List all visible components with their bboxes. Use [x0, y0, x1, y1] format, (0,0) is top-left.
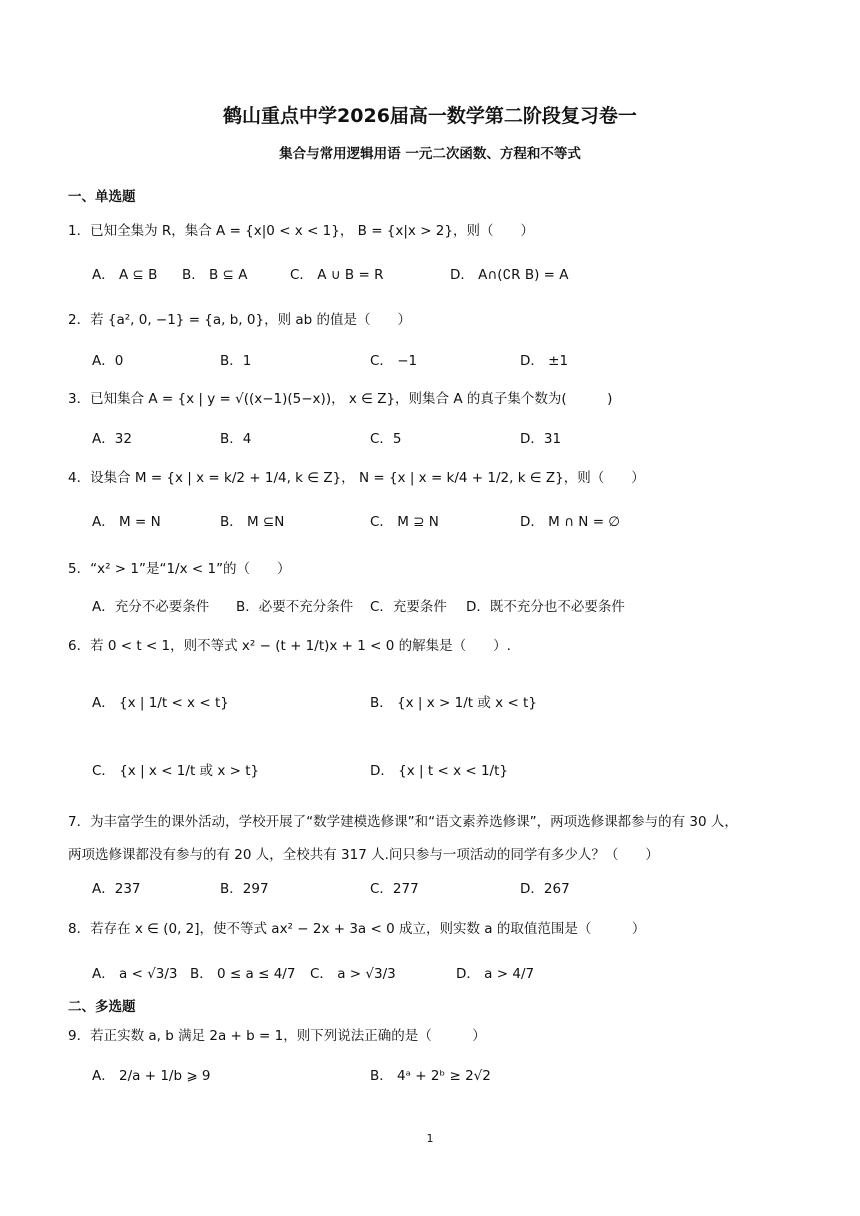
question-7-option-b: B．297 — [220, 881, 269, 897]
question-8-option-a: A． a < √3/3 — [92, 966, 178, 982]
page-title: 鹤山重点中学2026届高一数学第二阶段复习卷一 — [223, 105, 637, 127]
question-1-option-d: D． A∩(∁R B) = A — [450, 267, 569, 283]
question-3-option-a: A．32 — [92, 431, 132, 447]
page-number: 1 — [426, 1132, 434, 1145]
question-3-option-c: C．5 — [370, 431, 402, 447]
question-5-option-b: B．必要不充分条件 — [236, 599, 354, 615]
question-5-stem: 5．“x² > 1”是“1/x < 1”的（ ） — [68, 561, 291, 577]
question-2-option-a: A．0 — [92, 353, 124, 369]
page-subtitle: 集合与常用逻辑用语 一元二次函数、方程和不等式 — [279, 146, 581, 162]
question-5-option-a: A．充分不必要条件 — [92, 599, 210, 615]
question-6-stem: 6．若 0 < t < 1，则不等式 x² − (t + 1/t)x + 1 < 0 的解集是（ ）. — [68, 638, 511, 654]
section-heading-single-choice: 一、单选题 — [68, 189, 136, 205]
question-2-option-b: B．1 — [220, 353, 252, 369]
question-7-stem-line-2: 两项选修课都没有参与的有 20 人，全校共有 317 人.问只参与一项活动的同学有多少人？（ ） — [68, 847, 659, 863]
question-4-stem: 4．设集合 M = {x | x = k/2 + 1/4, k ∈ Z}， N = {x | x = k/4 + 1/2, k ∈ Z}，则（ ） — [68, 470, 645, 486]
question-6-option-a: A． {x | 1/t < x < t} — [92, 695, 229, 711]
question-9-stem: 9．若正实数 a, b 满足 2a + b = 1，则下列说法正确的是（ ） — [68, 1028, 486, 1044]
question-8-option-b: B． 0 ≤ a ≤ 4/7 — [190, 966, 296, 982]
question-2-stem: 2．若 {a², 0, −1} = {a, b, 0}，则 ab 的值是（ ） — [68, 312, 411, 328]
question-2-option-d: D． ±1 — [520, 353, 569, 369]
question-8-stem: 8．若存在 x ∈ (0, 2]，使不等式 ax² − 2x + 3a < 0 成立，则实数 a 的取值范围是（ ） — [68, 921, 646, 937]
question-3-stem: 3．已知集合 A = {x | y = √((x−1)(5−x))， x ∈ Z}，则集合 A 的真子集个数为( ) — [68, 391, 613, 407]
question-9-option-b: B． 4ᵃ + 2ᵇ ≥ 2√2 — [370, 1068, 491, 1084]
question-7-option-c: C．277 — [370, 881, 419, 897]
question-5-option-c: C．充要条件 — [370, 599, 447, 615]
question-6-option-c: C． {x | x < 1/t 或 x > t} — [92, 763, 260, 779]
question-4-option-d: D． M ∩ N = ∅ — [520, 514, 621, 530]
question-2-option-c: C． −1 — [370, 353, 418, 369]
section-heading-multiple-choice: 二、多选题 — [68, 999, 136, 1015]
question-3-option-b: B．4 — [220, 431, 252, 447]
question-8-option-c: C． a > √3/3 — [310, 966, 396, 982]
question-4-option-b: B． M ⊆N — [220, 514, 285, 530]
question-7-option-a: A．237 — [92, 881, 141, 897]
question-3-option-d: D．31 — [520, 431, 562, 447]
question-6-option-d: D． {x | t < x < 1/t} — [370, 763, 508, 779]
question-7-option-d: D．267 — [520, 881, 570, 897]
question-5-option-d: D．既不充分也不必要条件 — [466, 599, 625, 615]
question-7-stem-line-1: 7．为丰富学生的课外活动，学校开展了“数学建模选修课”和“语文素养选修课”，两项选修课都参与的有 30 人， — [68, 814, 738, 830]
question-9-option-a: A． 2/a + 1/b ⩾ 9 — [92, 1068, 211, 1084]
question-1-option-c: C． A ∪ B = R — [290, 267, 384, 283]
question-4-option-a: A． M = N — [92, 514, 161, 530]
question-1-stem: 1．已知全集为 R，集合 A = {x|0 < x < 1}， B = {x|x > 2}，则（ ） — [68, 223, 534, 239]
question-8-option-d: D． a > 4/7 — [456, 966, 535, 982]
question-1-option-b: B． B ⊆ A — [182, 267, 248, 283]
question-6-option-b: B． {x | x > 1/t 或 x < t} — [370, 695, 537, 711]
question-1-option-a: A． A ⊆ B — [92, 267, 158, 283]
question-4-option-c: C． M ⊇ N — [370, 514, 439, 530]
